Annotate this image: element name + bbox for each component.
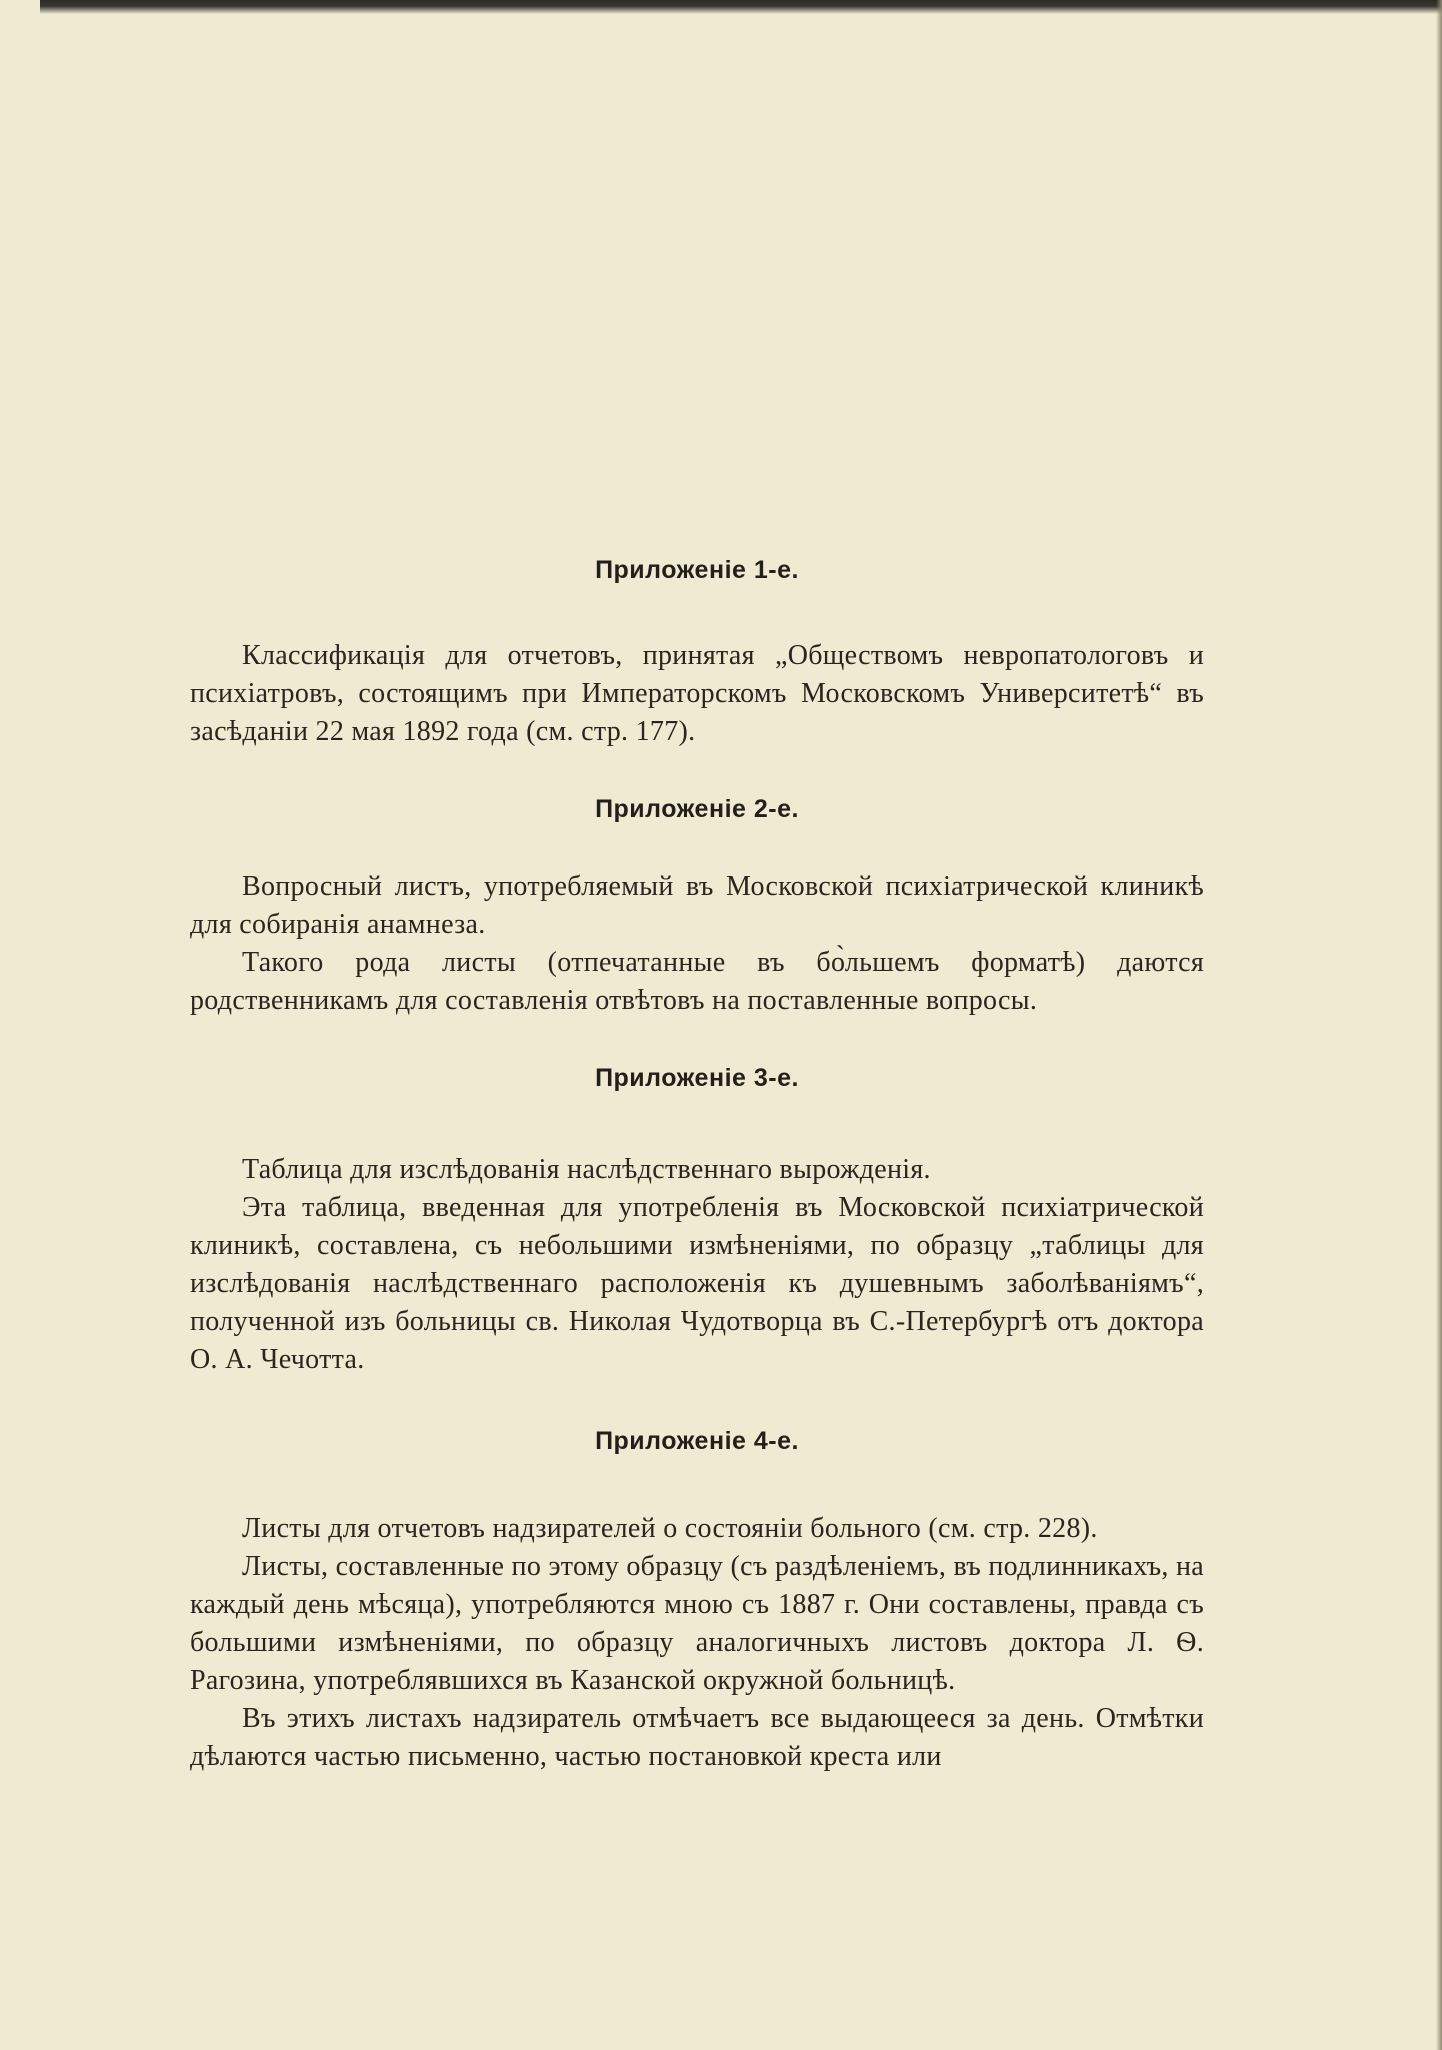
page-body <box>190 556 1204 1776</box>
appendix-4-paragraph-2: Листы, составленные по этому образцу (съ раздѣленіемъ, въ подлинникахъ, на каждый день мѣсяца), употребляются мною съ 1887 г. Они составлены, правда съ большими измѣненіями, по образцу аналогичныхъ листовъ доктора Л. Ѳ. Рагозина, употреблявшихся въ Казанской окружной больницѣ. <box>190 1551 1204 1696</box>
scan-top-shadow <box>40 0 1442 14</box>
appendix-4-paragraph-1: Листы для отчетовъ надзирателей о состояніи больного (см. стр. 228). <box>242 1513 1098 1544</box>
appendix-3-paragraph-2: Эта таблица, введенная для употребленія въ Московской психіатрической клиникѣ, составлена, съ небольшими измѣненіями, по образцу „таблицы для изслѣдованія наслѣдственнаго расположенія къ душевнымъ заболѣваніямъ“, полученной изъ больницы св. Николая Чудотворца въ С.-Петербургѣ отъ доктора О. А. Чечотта. <box>190 1192 1204 1375</box>
appendix-4-heading: Приложеніе 4-е. <box>595 1427 799 1455</box>
appendix-1-heading: Приложеніе 1-е. <box>595 556 799 584</box>
appendix-4-paragraph-3: Въ этихъ листахъ надзиратель отмѣчаетъ все выдающееся за день. Отмѣтки дѣлаются частью письменно, частью постановкой креста или <box>190 1703 1204 1772</box>
appendix-3-heading: Приложеніе 3-е. <box>595 1064 799 1092</box>
scan-right-edge <box>1436 0 1442 2050</box>
appendix-2-paragraph-2: Такого рода листы (отпечатанные въ бо̀льшемъ форматѣ) даются родственникамъ для составленія отвѣтовъ на поставленные вопросы. <box>190 947 1204 1016</box>
appendix-3-paragraph-1: Таблица для изслѣдованія наслѣдственнаго вырожденія. <box>242 1154 931 1185</box>
appendix-2-paragraph-1: Вопросный листъ, употребляемый въ Московской психіатрической клиникѣ для собиранія анамнеза. <box>190 871 1204 940</box>
appendix-1-paragraph-1: Классификація для отчетовъ, принятая „Обществомъ невропатологовъ и психіатровъ, состоящимъ при Императорскомъ Московскомъ Университетѣ“ въ засѣданіи 22 мая 1892 года (см. стр. 177). <box>190 640 1204 747</box>
appendix-2-heading: Приложеніе 2-е. <box>595 795 799 823</box>
